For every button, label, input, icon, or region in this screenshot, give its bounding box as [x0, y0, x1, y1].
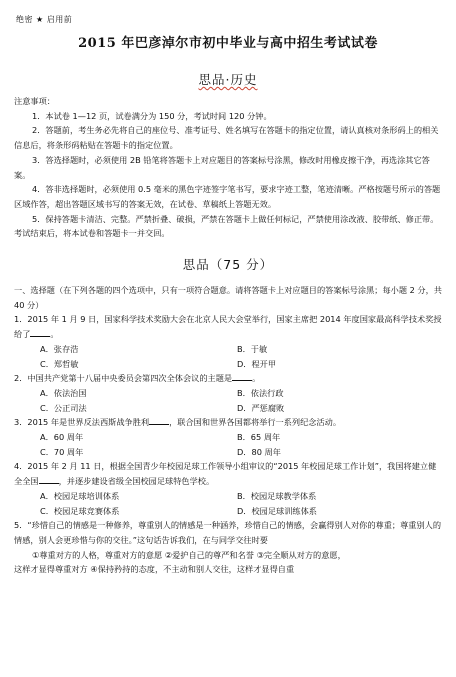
question-stem: 3．2015 年是世界反法西斯战争胜利 ，联合国和世界各国都将举行一系列纪念活动。	[14, 417, 342, 428]
notes-heading: 注意事项：	[14, 96, 55, 106]
option: D．80 周年	[237, 446, 281, 457]
note-item: 5．保持答题卡清洁、完整。严禁折叠、破损，严禁在答题卡上做任何标记，严禁使用涂改液、胶带纸、修正带。考试结束后，将本试卷和答题卡一并交回。	[14, 213, 439, 239]
options-row	[14, 489, 444, 504]
subject-label: 思品·历史	[198, 72, 258, 87]
option: C．公正司法	[40, 402, 87, 413]
note-item: 3．答选择题时，必须使用 2B 铅笔将答题卡上对应题目的答案标号涂黑，修改时用橡皮擦干净，再选涂其它答案。	[14, 154, 430, 180]
options-row	[14, 401, 444, 416]
option: D．校园足球训练体系	[237, 505, 317, 516]
questions	[14, 283, 444, 577]
option: B．于敏	[237, 343, 268, 354]
note-item: 2．答题前，考生务必先将自己的座位号、准考证号、姓名填写在答题卡的指定位置，请认真核对条形码上的相关信息后，将条形码粘贴在答题卡的指定位置。	[14, 125, 439, 151]
note-item: 1．本试卷 1—12 页，试卷满分为 150 分，考试时间 120 分钟。	[32, 110, 272, 121]
secret-label: 绝密 ★ 启用前	[16, 15, 73, 24]
question-stem: 5．“珍惜自己的情感是一种修养，尊重别人的情感是一种涵养，珍惜自己的情感，会赢得别人对你的尊重；尊重别人的情感，别人会更珍惜与你的交往。”这句话告诉我们，在与同学交往时要	[14, 520, 442, 545]
answer-blank	[39, 475, 59, 484]
page-title: 2015 年巴彦淖尔市初中毕业与高中招生考试试卷	[78, 36, 378, 51]
option: A．60 周年	[40, 432, 84, 443]
question-stem: 4．2015 年 2 月 11 日，根据全国青少年校园足球工作领导小组审议的“2015 年校园足球工作计划”，我国将建立健全全国 ，并逐步建设省级全国校园足球特色学校。	[14, 461, 437, 487]
notes-section	[14, 94, 444, 241]
options-row	[14, 445, 444, 460]
statement-line: ①尊重对方的人格，尊重对方的意愿 ②爱护自己的尊严和名誉 ③完全顺从对方的意愿，	[32, 549, 346, 560]
option: A．依法治国	[40, 387, 87, 398]
option: D．严惩腐败	[237, 402, 285, 413]
options-row	[14, 357, 444, 372]
question-stem: 2．中国共产党第十八届中央委员会第四次全体会议的主题是 。	[14, 373, 261, 384]
subject-title	[0, 70, 456, 88]
answer-blank	[30, 328, 50, 337]
question-stem: 1．2015 年 1 月 9 日，国家科学技术奖励大会在北京人民大会堂举行，国家主席把 2014 年度国家最高科学技术奖授给了 。	[14, 314, 442, 340]
option: A．校园足球培训体系	[40, 490, 120, 501]
option: A．张存浩	[40, 343, 79, 354]
options-row	[14, 504, 444, 519]
answer-blank	[149, 416, 169, 425]
option: B．65 周年	[237, 432, 281, 443]
option: B．依法行政	[237, 387, 284, 398]
option: C．70 周年	[40, 446, 84, 457]
statement-line: 这样才显得尊重对方 ④保持矜持的态度，不主动和别人交往，这样才显得自重	[14, 564, 295, 575]
options-row	[14, 386, 444, 401]
option: B．校园足球教学体系	[237, 490, 317, 501]
answer-blank	[232, 372, 252, 381]
options-row	[14, 430, 444, 445]
note-item: 4．答非选择题时，必须使用 0.5 毫米的黑色字迹签字笔书写，要求字迹工整，笔迹清晰。严格按题号所示的答题区域作答，超出答题区域书写的答案无效，在试卷、草稿纸上答题无效。	[14, 184, 441, 209]
section-title: 思品（75 分）	[182, 257, 274, 272]
option: C．校园足球竞赛体系	[40, 505, 120, 516]
options-row	[14, 342, 444, 357]
option: D．程开甲	[237, 358, 277, 369]
section-instruction: 一、选择题（在下列各题的四个选项中，只有一项符合题意。请将答题卡上对应题目的答案标号涂黑；每小题 2 分，共 40 分）	[14, 285, 442, 310]
option: C．郑哲敏	[40, 358, 79, 369]
